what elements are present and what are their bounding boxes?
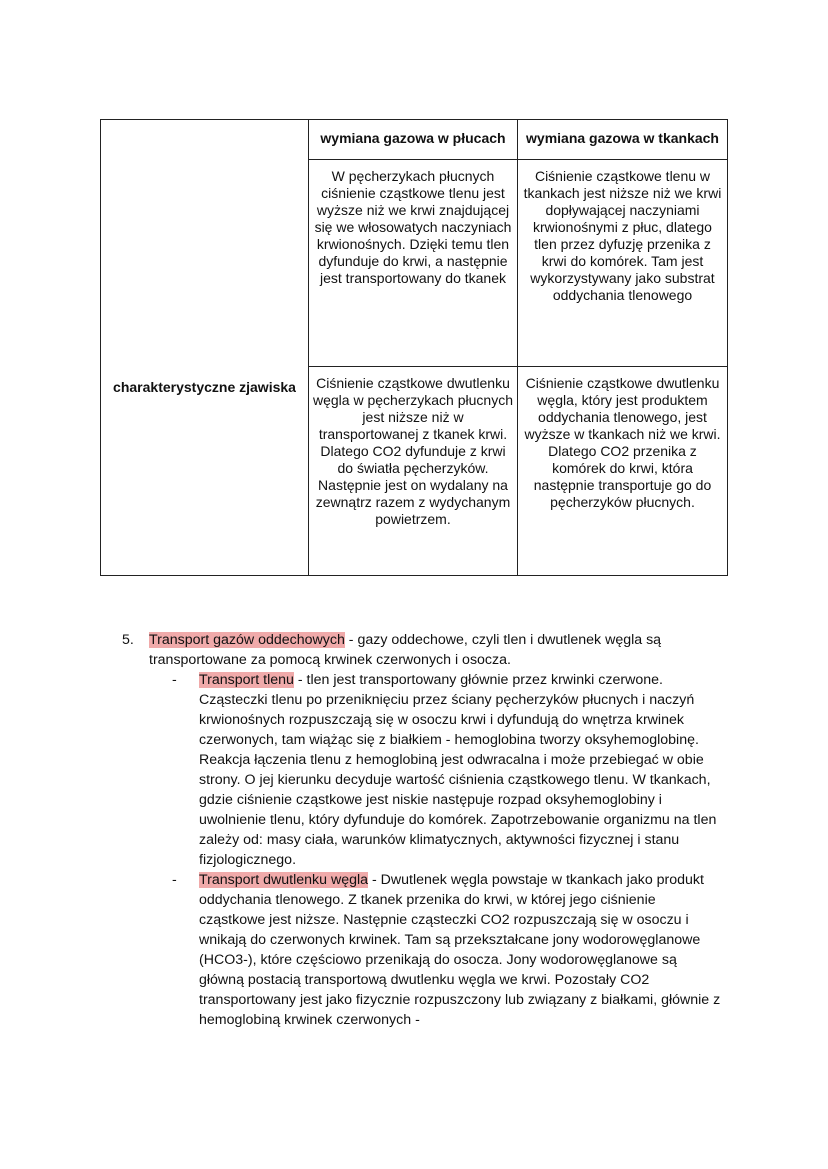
section-title-highlight: Transport gazów oddechowych xyxy=(149,632,345,648)
row-label: charakterystyczne zjawiska xyxy=(101,160,309,576)
bullet-dash: - xyxy=(172,672,177,688)
list-item-oxygen xyxy=(172,670,722,870)
section-number: 5. xyxy=(122,632,134,648)
header-tissues: wymiana gazowa w tkankach xyxy=(518,120,728,160)
gas-exchange-table xyxy=(100,119,728,576)
table-corner-cell xyxy=(101,120,309,160)
table-header-row xyxy=(101,120,728,160)
header-lungs: wymiana gazowa w płucach xyxy=(309,120,518,160)
bullet-dash: - xyxy=(172,872,177,888)
list-item-co2 xyxy=(172,870,722,1030)
cell-oxygen-lungs: W pęcherzykach płucnych ciśnienie cząstkowe tlenu jest wyższe niż we krwi znajdującej się we włosowatych naczyniach krwionośnych. Dzięki temu tlen dyfunduje do krwi, a następnie jest transportowany do tkanek xyxy=(309,160,518,367)
section-intro xyxy=(149,630,722,670)
item-title-highlight: Transport tlenu xyxy=(199,672,294,688)
item-title-highlight: Transport dwutlenku węgla xyxy=(199,872,369,888)
section-5 xyxy=(122,630,722,1030)
cell-oxygen-tissues: Ciśnienie cząstkowe tlenu w tkankach jest niższe niż we krwi dopływającej naczyniami krwionośnymi z płuc, dlatego tlen przez dyfuzję przenika z krwi do komórek. Tam jest wykorzystywany jako substrat oddychania tlenowego xyxy=(518,160,728,367)
item-text: - Dwutlenek węgla powstaje w tkankach jako produkt oddychania tlenowego. Z tkanek przenika do krwi, w której jego ciśnienie cząstkowe jest niższe. Następnie cząsteczki CO2 rozpuszczają się w osoczu i wnikają do czerwonych krwinek. Tam są przekształcane jony wodorowęglanowe (HCO3-), które częściowo przenikają do osocza. Jony wodorowęglanowe są główną postacią transportową dwutlenku węgla we krwi. Pozostały CO2 transportowany jest jako fizycznie rozpuszczony lub związany z białkami, głównie z hemoglobiną krwinek czerwonych - xyxy=(199,872,721,1028)
cell-co2-lungs: Ciśnienie cząstkowe dwutlenku węgla w pęcherzykach płucnych jest niższe niż w transportowanej z tkanek krwi. Dlatego CO2 dyfunduje z krwi do światła pęcherzyków. Następnie jest on wydalany na zewnątrz razem z wydychanym powietrzem. xyxy=(309,367,518,576)
section-intro-text: - gazy oddechowe, czyli tlen i dwutlenek węgla są transportowane za pomocą krwinek czerwonych i osocza. xyxy=(149,632,662,668)
cell-co2-tissues: Ciśnienie cząstkowe dwutlenku węgla, który jest produktem oddychania tlenowego, jest wyższe w tkankach niż we krwi. Dlatego CO2 przenika z komórek do krwi, która następnie transportuje go do pęcherzyków płucnych. xyxy=(518,367,728,576)
item-text: - tlen jest transportowany głównie przez krwinki czerwone. Cząsteczki tlenu po przeniknięciu przez ściany pęcherzyków płucnych i naczyń krwionośnych rozpuszczają się w osoczu krwi i dyfundują do wnętrza krwinek czerwonych, tam wiążąc się z białkiem - hemoglobina tworzy oksyhemoglobinę. Reakcja łączenia tlenu z hemoglobiną jest odwracalna i może przebiegać w obie strony. O jej kierunku decyduje wartość ciśnienia cząstkowego tlenu. W tkankach, gdzie ciśnienie cząstkowe jest niskie następuje rozpad oksyhemoglobiny i uwolnienie tlenu, który dyfunduje do komórek. Zapotrzebowanie organizmu na tlen zależy od: masy ciała, warunków klimatycznych, aktywności fizycznej i stanu fizjologicznego. xyxy=(199,672,717,868)
table-row xyxy=(101,160,728,367)
